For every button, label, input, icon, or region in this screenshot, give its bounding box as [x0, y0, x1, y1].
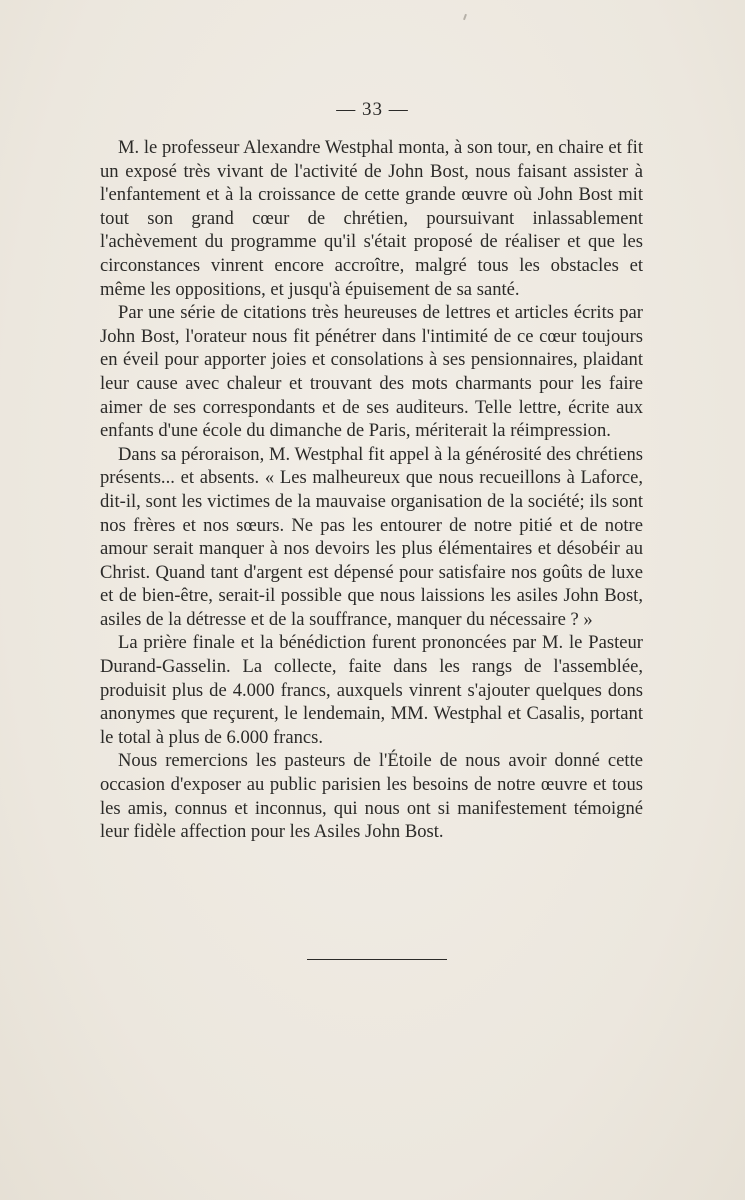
page-number: — 33 — — [336, 99, 409, 120]
paragraph-westphal-sermon: M. le professeur Alexandre Westphal monta, à son tour, en chaire et fit un exposé très vivant de l'activité de John Bost, nous faisant assister à l'enfantement et à la croissance de cette grande œuvre où John Bost mit tout son grand cœur de chrétien, poursuivant inlassablement l'achèvement du programme qu'il s'était proposé de réaliser et que les circonstances vinrent encore accroître, malgré tous les obstacles et même les oppositions, et jusqu'à épuisement de sa santé. — [100, 137, 643, 300]
paragraph-citations: Par une série de citations très heureuses de lettres et articles écrits par John Bost, l'orateur nous fit pénétrer dans l'intimité de ce cœur toujours en éveil pour apporter joies et consolations à ses pensionnaires, plaidant leur cause avec chaleur et trouvant des mots charmants pour les faire aimer de ses correspondants et de ses auditeurs. Telle lettre, écrite aux enfants d'une école du dimanche de Paris, mériterait la réimpression. — [100, 302, 643, 442]
section-divider-rule — [307, 959, 447, 960]
paragraph-remerciements: Nous remercions les pasteurs de l'Étoile de nous avoir donné cette occasion d'exposer au public parisien les besoins de notre œuvre et tous les amis, connus et inconnus, qui nous ont si manifestement témoigné leur fidèle affection pour les Asiles John Bost. — [100, 750, 643, 843]
paragraph-peroraison: Dans sa péroraison, M. Westphal fit appel à la générosité des chrétiens présents... et absents. « Les malheureux que nous recueillons à Laforce, dit-il, sont les victimes de la mauvaise organisation de la société; ils sont nos frères et nos sœurs. Ne pas les entourer de notre pitié et de notre amour serait manquer à nos devoirs les plus élémentaires et désobéir au Christ. Quand tant d'argent est dépensé pour satisfaire nos goûts de luxe et de bien-être, serait-il possible que nous laissions les asiles John Bost, asiles de la détresse et de la souffrance, manquer du nécessaire ? » — [100, 443, 643, 630]
body-text — [100, 136, 643, 844]
paragraph-collecte: La prière finale et la bénédiction furent prononcées par M. le Pasteur Durand-Gasselin. La collecte, faite dans les rangs de l'assemblée, produisit plus de 4.000 francs, auxquels vinrent s'ajouter quelques dons anonymes que reçurent, le lendemain, MM. Westphal et Casalis, portant le total à plus de 6.000 francs. — [100, 632, 643, 748]
paper-speck — [463, 14, 467, 20]
